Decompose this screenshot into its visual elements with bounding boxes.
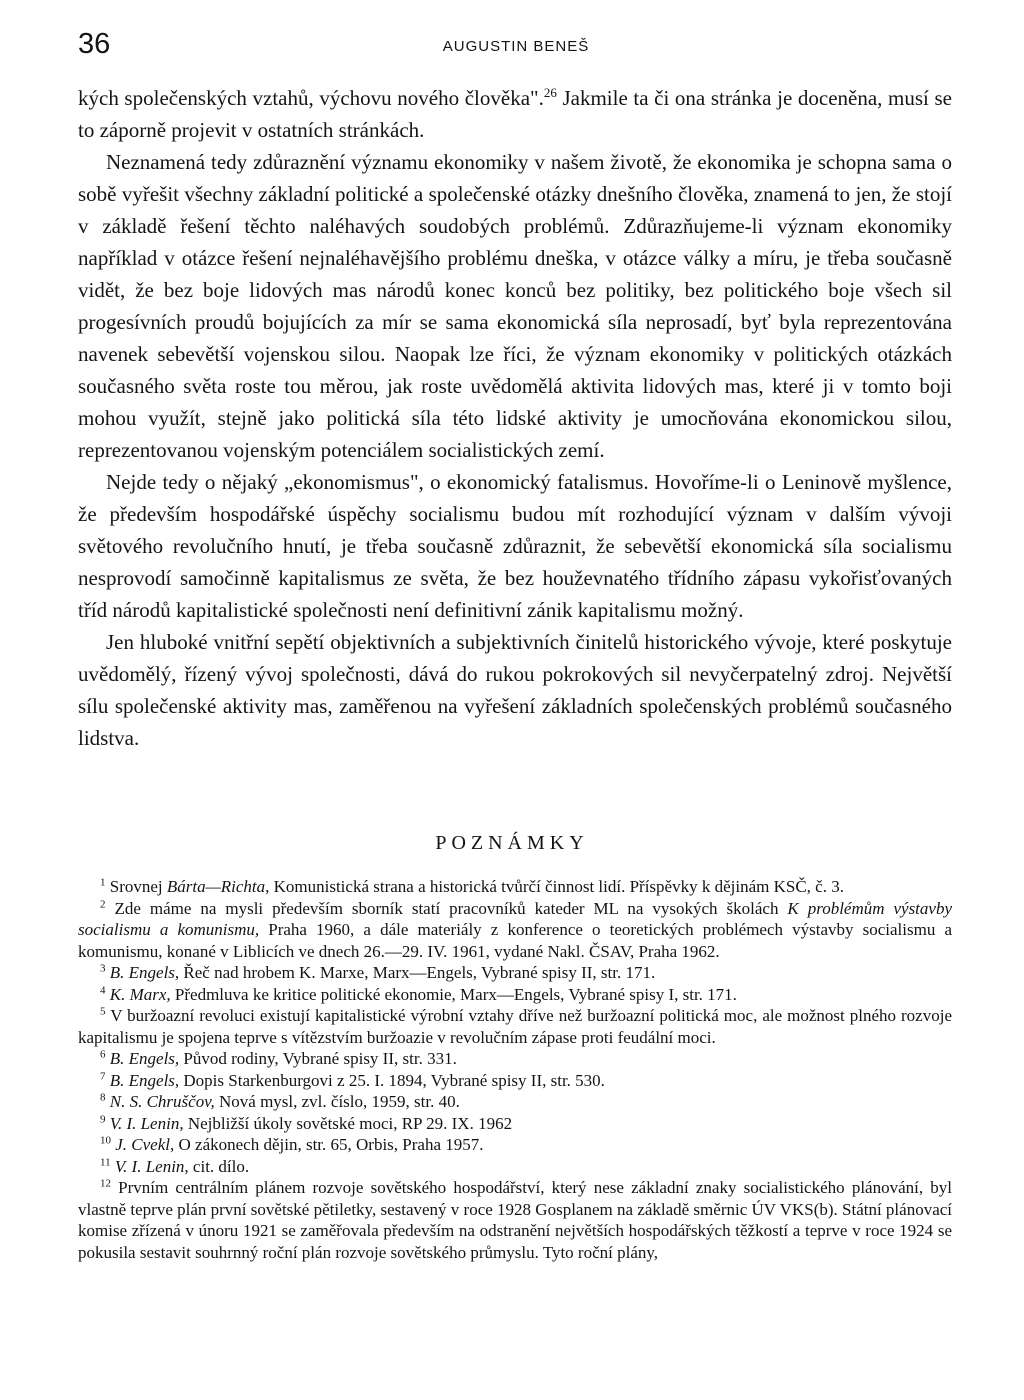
footnote-item: $^4$ K. Marx, Předmluva ke kritice politické ekonomie, Marx—Engels, Vybrané spisy I, str. 171. bbox=[100, 983, 737, 1004]
footnotes-list bbox=[78, 876, 952, 1263]
footnote-item: $^{12}$ Prvním centrálním plánem rozvoje sovětského hospodářství, který nese základní znaky socialistického plánování, byl vlastně teprve plán první sovětské pětiletky, sestavený v roce 1928 Gosplanem na základě směrnic ÚV VKS(b). Státní plánovací komise zřízená v únoru 1921 se zaměřovala především na odstranění největších hospodářských těžkostí a teprve v roce 1924 se pokusila sestavit souhrnný roční plán rozvoje sovětského průmyslu. Tyto roční plány, bbox=[78, 1177, 953, 1262]
footnote-item: $^9$ V. I. Lenin, Nejbližší úkoly sovětské moci, RP 29. IX. 1962 bbox=[100, 1112, 513, 1133]
paragraph-2: Neznamená tedy zdůraznění významu ekonomiky v našem životě, že ekonomika je schopna sama o sobě vyřešit všechny základní politické a společenské otázky dnešního člověka, znamená to jen, že stojí v základě řešení těchto naléhavých soudobých problémů. Zdůrazňujeme-li význam ekonomiky například v otázce řešení nejnaléhavějšího problému dneška, v otázce války a míru, je třeba současně vidět, že bez boje lidových mas národů konec konců bez politiky, bez politického boje všech sil progesívních proudů bojujících za mír se sama ekonomická síla neprosadí, byť byla reprezentována navenek sebevětší vojenskou silou. Naopak lze říci, že význam ekonomiky v politických otázkách současného světa roste tou měrou, jak roste uvědomělá aktivita lidových mas, které ji v tomto boji mohou využít, stejně jako politická síla této lidské aktivity je umocňována ekonomickou silou, reprezentovanou vojenským potenciálem socialistických zemí. bbox=[78, 150, 952, 462]
footnote-item: $^{11}$ V. I. Lenin, cit. dílo. bbox=[100, 1155, 250, 1176]
page-number: 36 bbox=[78, 28, 111, 60]
page-header bbox=[78, 28, 954, 64]
footnote-item: $^2$ Zde máme na mysli především sborník statí pracovníků kateder ML na vysokých školách K problémům výstavby socialismu a komunismu, Praha 1960, a dále materiály z konference o teoretických problémech výstavby socialismu a komunismu, konané v Liblicích ve dnech 26.—29. IV. 1961, vydané Nakl. ČSAV, Praha 1962. bbox=[78, 897, 952, 961]
footnote-item: $^3$ B. Engels, Řeč nad hrobem K. Marxe, Marx—Engels, Vybrané spisy II, str. 171. bbox=[100, 962, 656, 982]
footnote-ref: 26 bbox=[543, 85, 557, 100]
footnote-item: $^8$ N. S. Chruščov, Nová mysl, zvl. číslo, 1959, str. 40. bbox=[100, 1091, 460, 1111]
paragraph-3: Nejde tedy o nějaký „ekonomismus", o ekonomický fatalismus. Hovoříme-li o Leninově myšlence, že především hospodářské úspěchy socialismu budou mít rozhodující význam v dalším vývoji světového revolučního hnutí, je třeba současně zdůraznit, že sebevětší ekonomická síla socialismu nesprovodí samočinně kapitalismus ze světa, že bez houževnatého třídního zápasu vykořisťovaných tříd národů kapitalistické společnosti není definitivní zánik kapitalismu možný. bbox=[78, 470, 952, 622]
footnote-item: $^5$ V buržoazní revoluci existují kapitalistické výrobní vztahy dříve než buržoazní politická moc, ale možnost plného rozvoje kapitalismu je spojena teprve s vítězstvím buržoazie v revolučním zápase proti feudální moci. bbox=[78, 1005, 952, 1047]
footnote-item: $^7$ B. Engels, Dopis Starkenburgovi z 25. I. 1894, Vybrané spisy II, str. 530. bbox=[100, 1069, 605, 1090]
paragraph-1: kých společenských vztahů, výchovu nového člověka".$^{26}$ Jakmile ta či ona stránka je doceněna, musí se to záporně projevit v ostatních stránkách. bbox=[78, 85, 952, 142]
body-text bbox=[78, 82, 952, 754]
paragraph-4: Jen hluboké vnitřní sepětí objektivních a subjektivních činitelů historického vývoje, které poskytuje uvědomělý, řízený vývoj společnosti, dává do rukou pokrokových sil nevyčerpatelný zdroj. Největší sílu společenské aktivity mas, zaměřenou na vyřešení základních společenských problémů současného lidstva. bbox=[78, 630, 952, 750]
notes-heading: POZNÁMKY bbox=[435, 832, 589, 854]
footnote-item: $^1$ Srovnej Bárta—Richta, Komunistická strana a historická tvůrčí činnost lidí. Příspěvky k dějinám KSČ, č. 3. bbox=[100, 876, 844, 896]
footnote-item: $^6$ B. Engels, Původ rodiny, Vybrané spisy II, str. 331. bbox=[100, 1048, 457, 1068]
running-head: AUGUSTIN BENEŠ bbox=[442, 38, 590, 55]
footnote-item: $^{10}$ J. Cvekl, O zákonech dějin, str. 65, Orbis, Praha 1957. bbox=[100, 1134, 484, 1154]
